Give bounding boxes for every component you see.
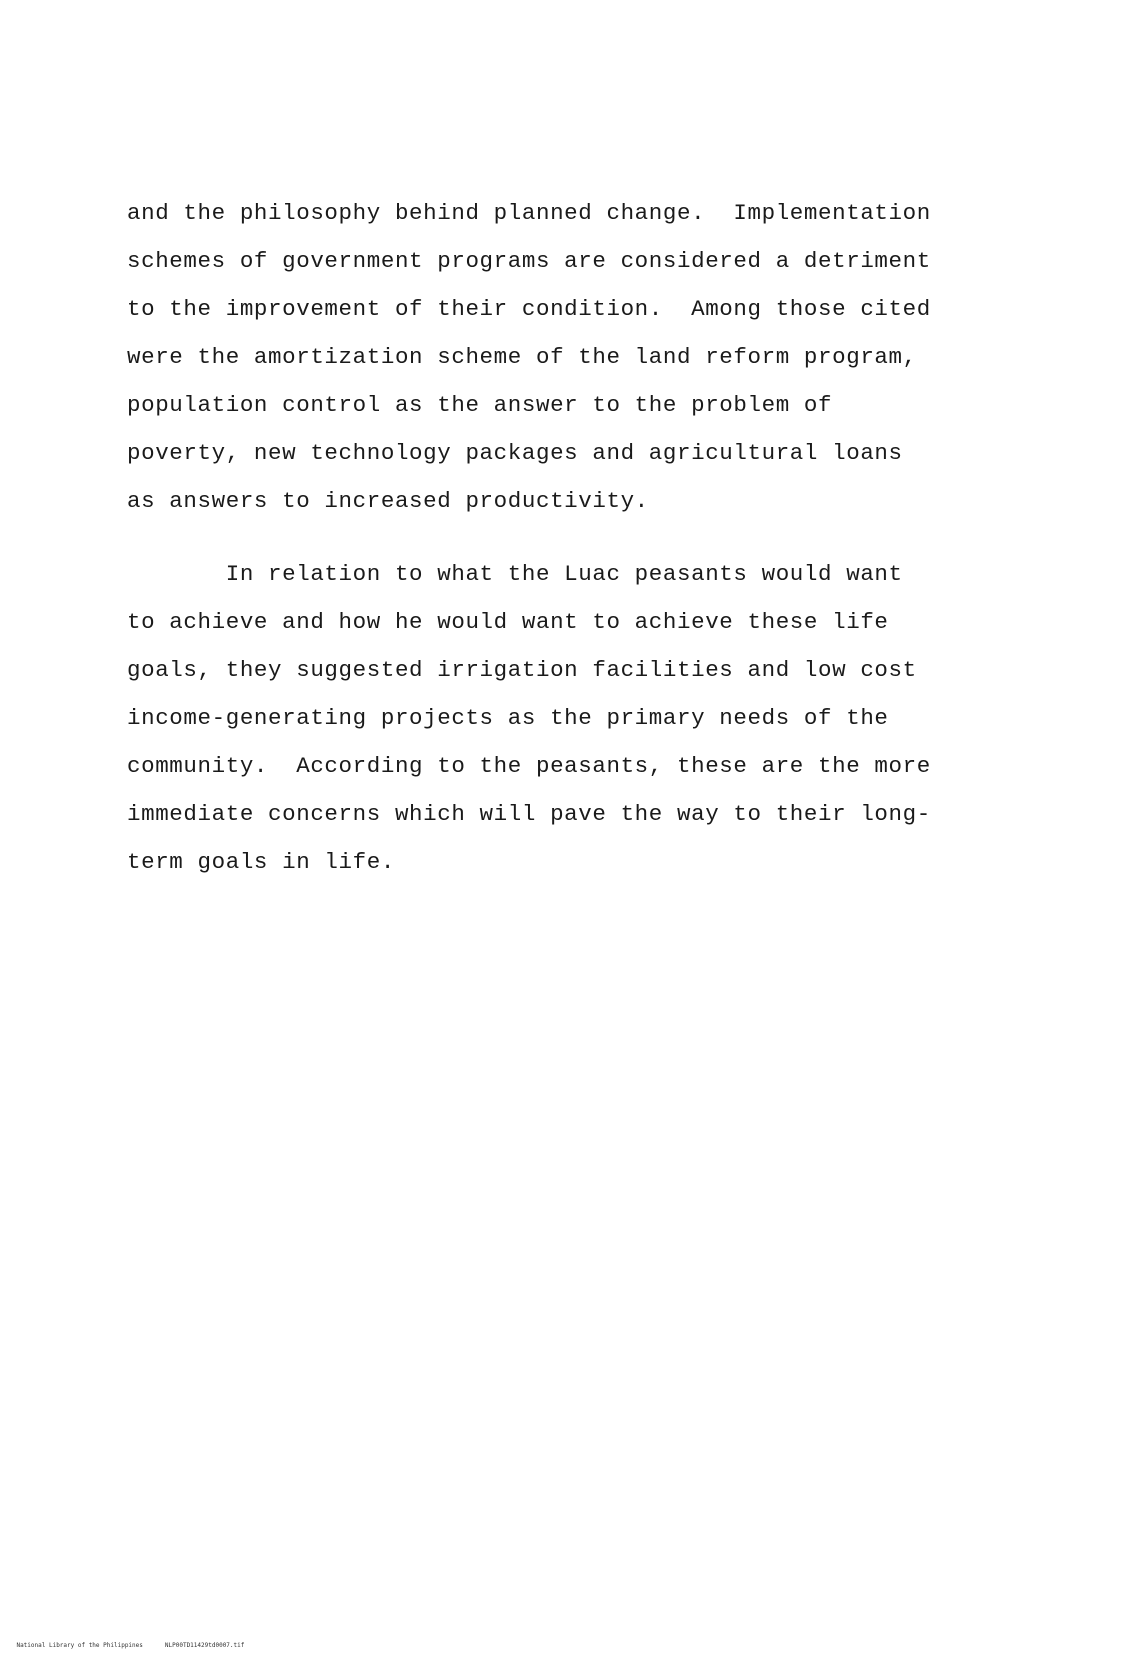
text-line: immediate concerns which will pave the way to their long- — [127, 801, 931, 827]
scan-footer — [2, 1635, 266, 1656]
library-credit: National Library of the Philippines — [16, 1642, 143, 1649]
text-line: goals, they suggested irrigation facilities and low cost — [127, 657, 917, 683]
text-line: were the amortization scheme of the land reform program, — [127, 344, 917, 370]
text-line: term goals in life. — [127, 849, 395, 875]
text-line: to the improvement of their condition. Among those cited — [127, 296, 931, 322]
text-line: income-generating projects as the primary needs of the — [127, 705, 889, 731]
text-line: population control as the answer to the problem of — [127, 392, 833, 418]
text-line: poverty, new technology packages and agricultural loans — [127, 440, 903, 466]
file-name: NLP00TD11429td0007.tif — [164, 1642, 245, 1649]
text-line: schemes of government programs are considered a detriment — [127, 248, 931, 274]
text-line: to achieve and how he would want to achieve these life — [127, 609, 889, 635]
text-line: and the philosophy behind planned change. Implementation — [127, 200, 931, 226]
text-line: In relation to what the Luac peasants would want — [127, 561, 903, 587]
text-line: as answers to increased productivity. — [127, 488, 649, 514]
text-line: community. According to the peasants, these are the more — [127, 753, 931, 779]
